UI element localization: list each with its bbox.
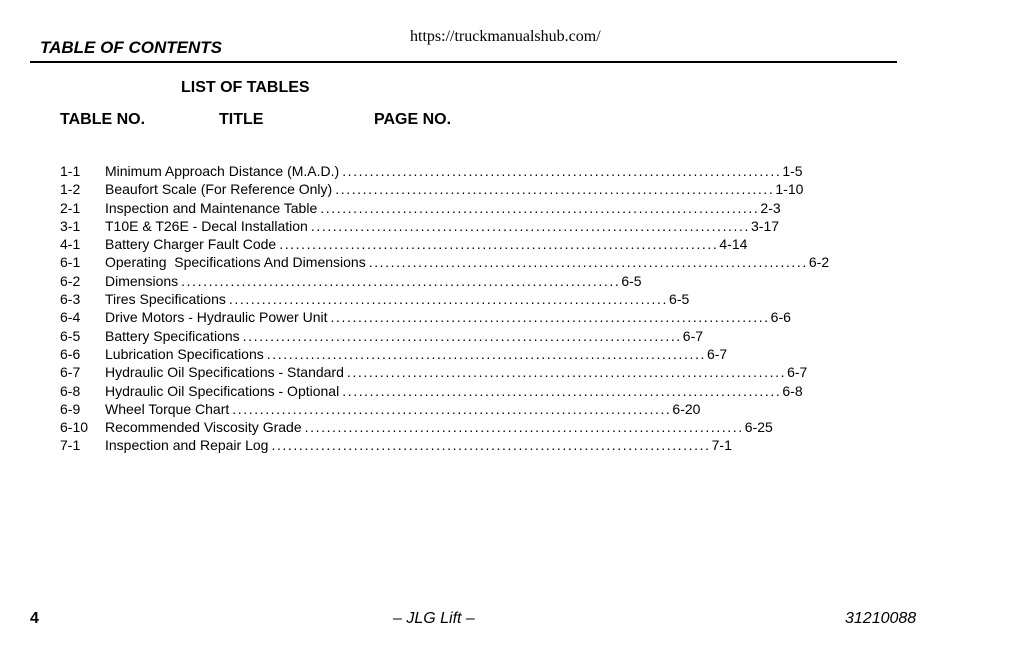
dot-leader: ................................................................................ [304,419,744,436]
table-title: Inspection and Maintenance Table [105,199,318,216]
table-page: 6-6 [770,309,791,326]
table-entry[interactable] [60,199,781,217]
table-title: Wheel Torque Chart [105,400,230,417]
table-page: 6-25 [744,419,773,436]
table-page: 6-5 [669,291,690,308]
table-page: 6-5 [621,272,642,289]
table-number: 6-4 [60,309,81,326]
table-title: Battery Charger Fault Code [105,236,277,253]
table-title: Hydraulic Oil Specifications - Optional [105,382,340,399]
table-page: 6-20 [672,400,701,417]
table-entry[interactable] [60,162,803,180]
column-header-page-no: PAGE NO. [374,111,452,128]
table-number: 3-1 [60,217,81,234]
table-number: 6-3 [60,291,81,308]
dot-leader: ................................................................................ [228,291,669,308]
table-number: 6-10 [60,419,89,436]
dot-leader: ................................................................................ [342,163,782,179]
table-title: Drive Motors - Hydraulic Power Unit [105,309,328,326]
table-number: 6-9 [60,400,81,417]
table-entry[interactable] [60,418,773,436]
footer-document-number: 31210088 [845,610,917,627]
table-title: Dimensions [105,272,179,289]
table-number: 1-1 [60,163,81,179]
dot-leader: ................................................................................ [181,272,621,289]
table-title: Hydraulic Oil Specifications - Standard [105,364,344,381]
table-title: T10E & T26E - Decal Installation [105,217,308,234]
table-title: Tires Specifications [105,291,226,308]
table-entry[interactable] [60,217,780,235]
table-page: 7-1 [711,437,732,454]
table-title: Minimum Approach Distance (M.A.D.) [105,163,340,179]
header-divider [30,61,897,63]
table-entry[interactable] [60,290,690,308]
table-number: 6-6 [60,345,81,362]
table-entry[interactable] [60,363,808,381]
table-number: 6-7 [60,364,81,381]
dot-leader: ................................................................................ [271,437,711,454]
table-entry[interactable] [60,272,642,290]
dot-leader: ................................................................................ [368,254,808,271]
dot-leader: ................................................................................ [279,236,719,253]
source-url: https://truckmanualshub.com/ [410,28,601,45]
table-page: 6-7 [682,327,704,344]
table-title: Inspection and Repair Log [105,437,269,454]
table-entry[interactable] [60,308,791,326]
table-title: Battery Specifications [105,327,240,344]
table-page: 6-7 [706,345,728,362]
table-entry[interactable] [60,180,804,198]
table-number: 6-8 [60,382,81,399]
table-number: 7-1 [60,437,81,454]
table-title: Operating Specifications And Dimensions [105,254,366,271]
table-entry[interactable] [60,382,803,400]
table-number: 6-1 [60,254,81,271]
table-page: 1-10 [775,181,804,198]
table-page: 2-3 [760,199,781,216]
footer-brand: – JLG Lift – [393,610,475,627]
table-number: 6-5 [60,327,81,344]
table-entry[interactable] [60,235,748,253]
table-page: 1-5 [782,163,803,179]
table-list [60,162,830,455]
dot-leader: ................................................................................ [266,345,706,362]
dot-leader: ................................................................................ [242,327,682,344]
table-page: 6-7 [787,364,808,381]
table-number: 1-2 [60,181,81,198]
column-header-table-no: TABLE NO. [60,111,146,128]
table-entry[interactable] [60,253,830,271]
table-title: Beaufort Scale (For Reference Only) [105,181,333,198]
table-page: 6-2 [808,254,830,271]
table-title: Lubrication Specifications [105,345,264,362]
table-page: 4-14 [719,236,748,253]
table-page: 6-8 [782,382,803,399]
table-number: 6-2 [60,272,81,289]
table-entry[interactable] [60,436,732,454]
dot-leader: ................................................................................ [232,400,672,417]
dot-leader: ................................................................................ [342,382,782,399]
table-entry[interactable] [60,327,704,345]
dot-leader: ................................................................................ [335,181,775,198]
section-title: LIST OF TABLES [181,79,310,96]
table-title: Recommended Viscosity Grade [105,419,302,436]
dot-leader: ................................................................................ [346,364,787,381]
dot-leader: ................................................................................ [330,309,770,326]
table-number: 4-1 [60,236,81,253]
table-entry[interactable] [60,400,701,418]
dot-leader: ................................................................................ [310,217,751,234]
table-entry[interactable] [60,345,728,363]
dot-leader: ................................................................................ [320,199,760,216]
column-header-title: TITLE [219,111,264,128]
footer-page-number: 4 [30,610,39,627]
page-title: TABLE OF CONTENTS [40,38,222,57]
table-number: 2-1 [60,199,81,216]
table-page: 3-17 [751,217,780,234]
